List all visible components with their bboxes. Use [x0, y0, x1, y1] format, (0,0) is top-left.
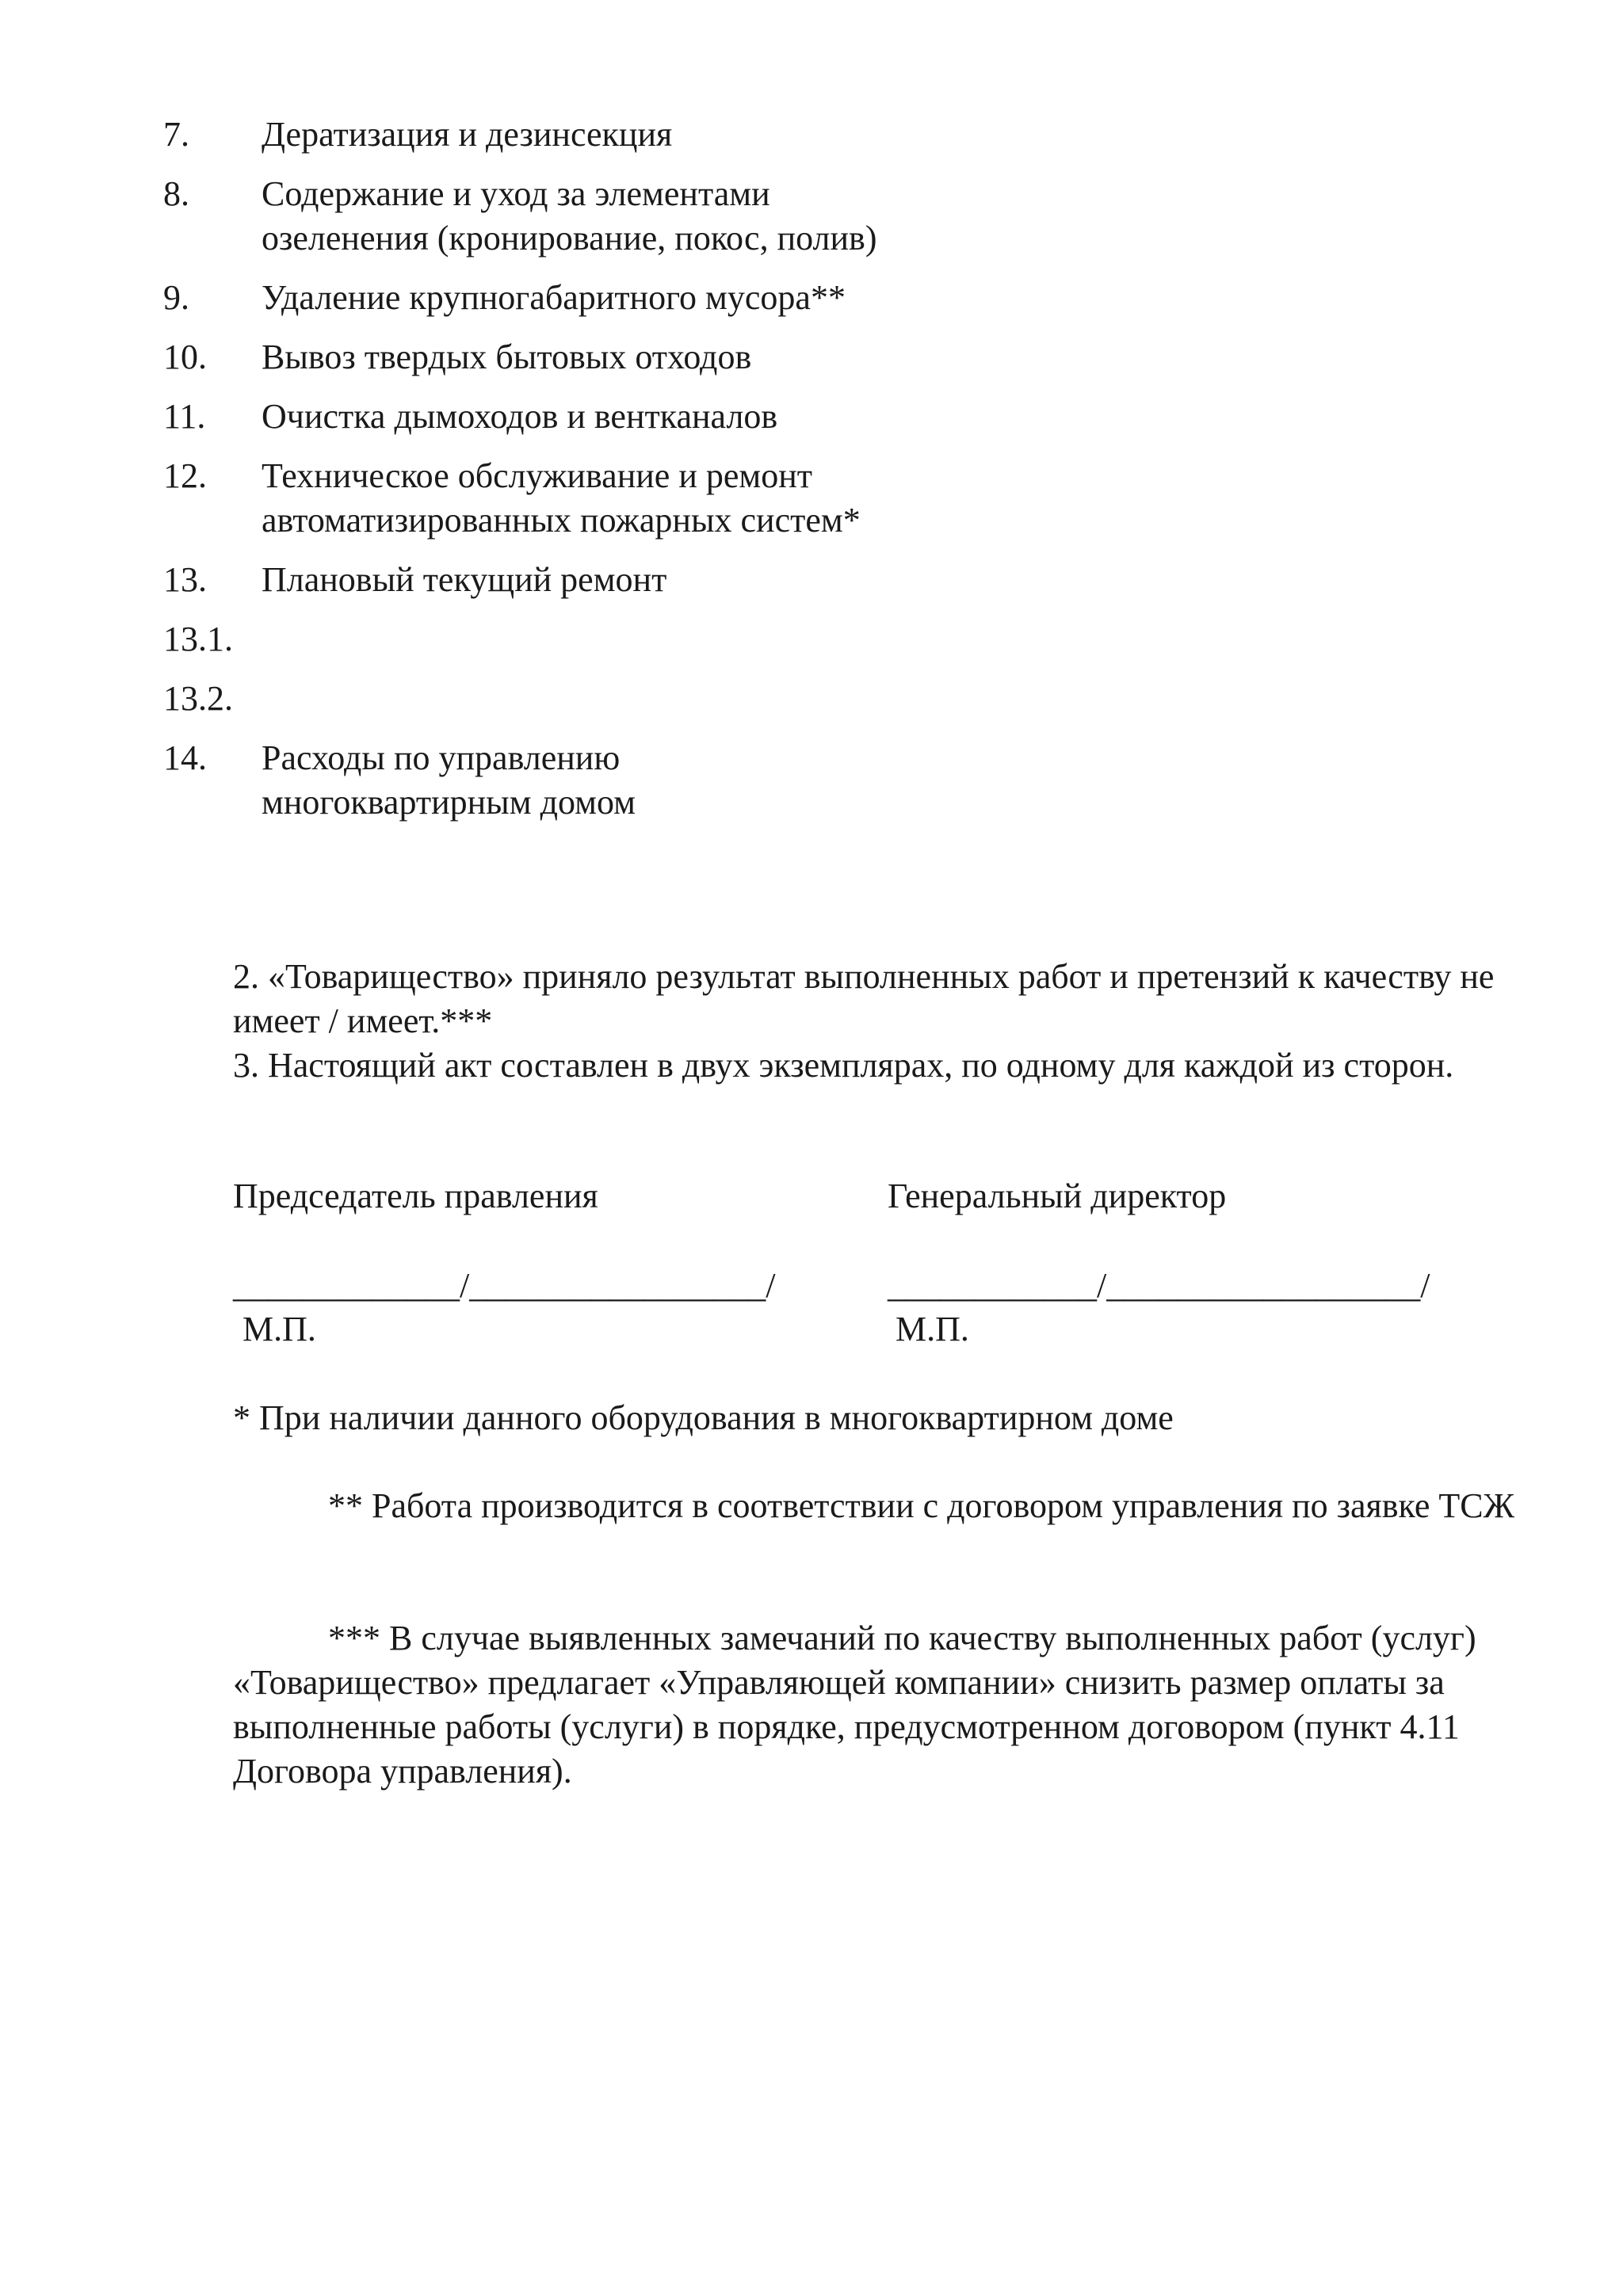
item-text: Очистка дымоходов и вентканалов — [262, 397, 778, 436]
list-item — [163, 677, 956, 721]
right-signature-line: ____________/__________________/ — [888, 1266, 1430, 1305]
footnote-3 — [233, 1616, 1525, 1794]
clause-3: 3. Настоящий акт составлен в двух экземплярах, по одному для каждой из сторон. — [233, 1046, 1454, 1085]
item-text: Расходы по управлению многоквартирным домом — [262, 738, 636, 822]
footnote-2 — [233, 1484, 1525, 1528]
item-text: Вывоз твердых бытовых отходов — [262, 338, 752, 376]
item-text: Дератизация и дезинсекция — [262, 115, 673, 154]
list-item — [163, 736, 956, 825]
item-number: 11. — [163, 397, 206, 436]
right-signatory-title: Генеральный директор — [888, 1177, 1227, 1215]
item-number: 8. — [163, 174, 189, 213]
item-number: 7. — [163, 115, 189, 154]
list-item — [163, 276, 956, 320]
item-number: 13.1. — [163, 620, 233, 658]
footnote-3-text: *** В случае выявленных замечаний по качеству выполненных работ (услуг) «Товарищество» предлагает «Управляющей компании» снизить размер оплаты за выполненные работы (услуги) в порядке, предусмотренном договором (пункт 4.11 Договора управления). — [233, 1619, 1476, 1791]
list-item — [163, 395, 956, 439]
item-text: Удаление крупногабаритного мусора** — [262, 278, 846, 317]
clause-2: 2. «Товарищество» приняло результат выполненных работ и претензий к качеству не имеет / имеет.*** — [233, 957, 1495, 1040]
item-text — [262, 617, 911, 662]
item-text: Содержание и уход за элементами озеленения (кронирование, покос, полив) — [262, 174, 877, 257]
left-seal-mark: М.П. — [242, 1310, 316, 1348]
item-number: 13.2. — [163, 679, 233, 718]
item-number: 10. — [163, 338, 207, 376]
list-item — [163, 617, 956, 662]
list-item — [163, 335, 956, 379]
list-item — [163, 558, 956, 602]
right-seal-mark: М.П. — [896, 1310, 969, 1348]
list-item — [163, 113, 956, 157]
item-text: Техническое обслуживание и ремонт автоматизированных пожарных систем* — [262, 456, 861, 540]
item-text — [262, 677, 911, 721]
item-number: 12. — [163, 456, 207, 495]
item-number: 14. — [163, 738, 207, 777]
list-item — [163, 454, 956, 543]
services-list — [163, 113, 956, 840]
list-item — [163, 172, 956, 261]
footnote-1: * При наличии данного оборудования в многоквартирном доме — [233, 1398, 1174, 1437]
left-signature-line: _____________/_________________/ — [233, 1266, 776, 1305]
item-text: Плановый текущий ремонт — [262, 560, 667, 599]
footnote-2-text: ** Работа производится в соответствии с договором управления по заявке ТСЖ — [328, 1486, 1515, 1525]
item-number: 9. — [163, 278, 189, 317]
left-signatory-title: Председатель правления — [233, 1177, 598, 1215]
item-number: 13. — [163, 560, 207, 599]
